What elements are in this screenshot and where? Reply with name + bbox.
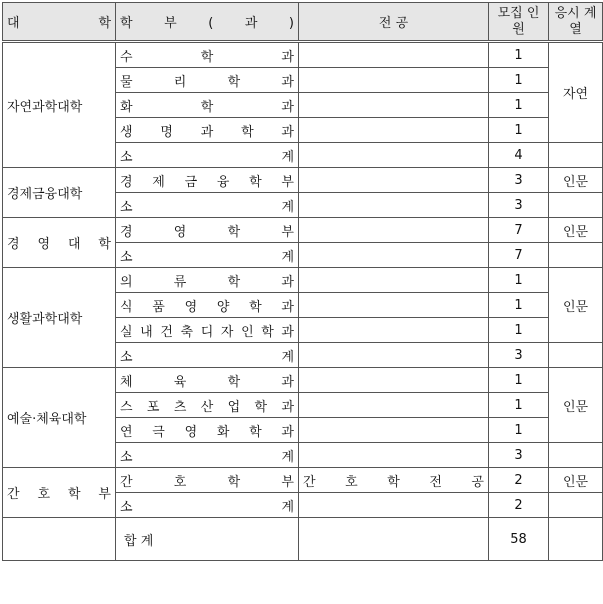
track-cell: 인문 [549, 218, 603, 243]
college-natural-science: 자연과학대학 [3, 42, 116, 168]
header-department: 학 부 ( 과 ) [116, 3, 299, 42]
total-major-empty [299, 518, 489, 561]
major-cell [299, 193, 489, 218]
subtotal-quota: 7 [489, 243, 549, 268]
major-cell [299, 168, 489, 193]
track-cell-empty [549, 443, 603, 468]
major-cell [299, 293, 489, 318]
department-cell: 실 내 건 축 디 자 인 학 과 [116, 318, 299, 343]
header-row [3, 3, 603, 42]
track-cell-empty [549, 243, 603, 268]
department-cell: 의 류 학 과 [116, 268, 299, 293]
major-cell [299, 418, 489, 443]
major-cell [299, 143, 489, 168]
department-cell: 경 제 금 융 학 부 [116, 168, 299, 193]
admission-quota-table [2, 2, 603, 561]
table-row [3, 42, 603, 68]
major-cell [299, 268, 489, 293]
quota-cell: 2 [489, 468, 549, 493]
track-cell: 인문 [549, 468, 603, 493]
header-quota: 모집 인원 [489, 3, 549, 42]
header-college: 대 학 [3, 3, 116, 42]
major-cell [299, 42, 489, 68]
major-cell [299, 93, 489, 118]
major-cell [299, 343, 489, 368]
college-economics-finance: 경제금융대학 [3, 168, 116, 218]
track-cell: 자연 [549, 42, 603, 143]
quota-cell: 1 [489, 118, 549, 143]
quota-cell: 1 [489, 293, 549, 318]
subtotal-label: 소 계 [116, 493, 299, 518]
header-track: 응시 계열 [549, 3, 603, 42]
major-cell [299, 68, 489, 93]
major-cell [299, 393, 489, 418]
subtotal-quota: 3 [489, 343, 549, 368]
track-cell-empty [549, 493, 603, 518]
header-major: 전 공 [299, 3, 489, 42]
track-cell-empty [549, 143, 603, 168]
department-cell: 간 호 학 부 [116, 468, 299, 493]
subtotal-label: 소 계 [116, 243, 299, 268]
subtotal-quota: 3 [489, 443, 549, 468]
major-cell [299, 368, 489, 393]
track-cell: 인문 [549, 168, 603, 193]
subtotal-quota: 3 [489, 193, 549, 218]
quota-cell: 1 [489, 393, 549, 418]
track-cell-empty [549, 193, 603, 218]
subtotal-label: 소 계 [116, 143, 299, 168]
department-cell: 물 리 학 과 [116, 68, 299, 93]
total-college-empty [3, 518, 116, 561]
table-row [3, 468, 603, 493]
quota-cell: 1 [489, 93, 549, 118]
college-human-ecology: 생활과학대학 [3, 268, 116, 368]
subtotal-label: 소 계 [116, 443, 299, 468]
quota-cell: 1 [489, 42, 549, 68]
subtotal-label: 소 계 [116, 343, 299, 368]
total-row [3, 518, 603, 561]
track-cell-empty [549, 343, 603, 368]
quota-cell: 1 [489, 268, 549, 293]
major-cell [299, 218, 489, 243]
subtotal-label: 소 계 [116, 193, 299, 218]
major-cell [299, 243, 489, 268]
quota-cell: 1 [489, 368, 549, 393]
quota-cell: 1 [489, 418, 549, 443]
subtotal-quota: 4 [489, 143, 549, 168]
major-cell [299, 118, 489, 143]
department-cell: 연 극 영 화 학 과 [116, 418, 299, 443]
total-label: 합 계 [124, 533, 154, 549]
major-cell [299, 493, 489, 518]
table-row [3, 268, 603, 293]
total-track-empty [549, 518, 603, 561]
track-cell: 인문 [549, 268, 603, 343]
college-business: 경 영 대 학 [3, 218, 116, 268]
subtotal-quota: 2 [489, 493, 549, 518]
quota-cell: 1 [489, 68, 549, 93]
quota-cell: 3 [489, 168, 549, 193]
college-nursing: 간 호 학 부 [3, 468, 116, 518]
total-label-cell [116, 518, 299, 561]
department-cell: 수 학 과 [116, 42, 299, 68]
track-cell: 인문 [549, 368, 603, 443]
major-cell [299, 443, 489, 468]
college-arts-sports: 예술·체육대학 [3, 368, 116, 468]
department-cell: 스 포 츠 산 업 학 과 [116, 393, 299, 418]
department-cell: 식 품 영 양 학 과 [116, 293, 299, 318]
quota-cell: 7 [489, 218, 549, 243]
major-cell: 간 호 학 전 공 [299, 468, 489, 493]
table-row [3, 168, 603, 193]
table-row [3, 218, 603, 243]
department-cell: 경 영 학 부 [116, 218, 299, 243]
total-quota: 58 [489, 518, 549, 561]
department-cell: 화 학 과 [116, 93, 299, 118]
department-cell: 생 명 과 학 과 [116, 118, 299, 143]
quota-cell: 1 [489, 318, 549, 343]
table-row [3, 368, 603, 393]
department-cell: 체 육 학 과 [116, 368, 299, 393]
major-cell [299, 318, 489, 343]
